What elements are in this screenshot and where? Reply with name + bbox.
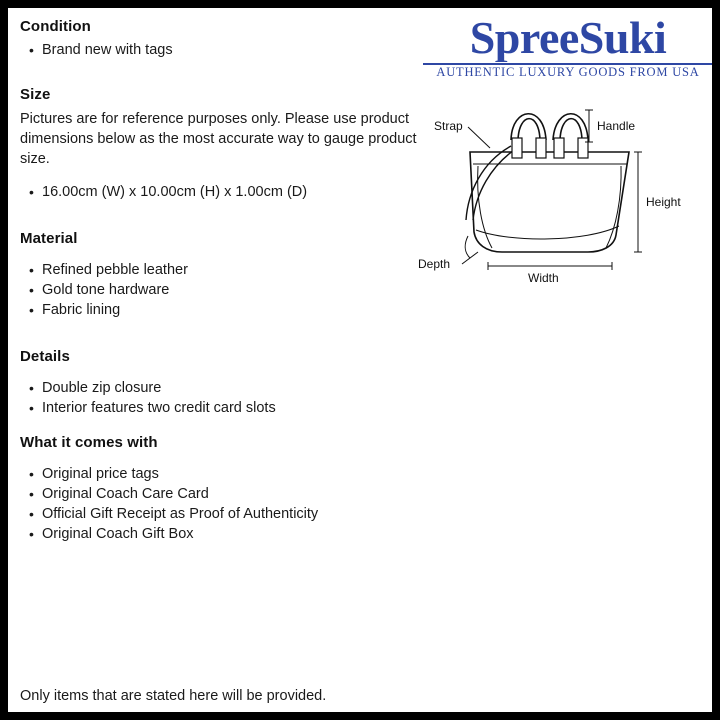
section-paragraph: Pictures are for reference purposes only. Please use product dimensions below as the most accurate way to gauge product size. bbox=[20, 111, 417, 167]
section-size bbox=[20, 86, 440, 202]
list-item: • Original Coach Gift Box bbox=[42, 525, 440, 544]
list-item: • 16.00cm (W) x 10.00cm (H) x 1.00cm (D) bbox=[42, 183, 440, 202]
bullet-list bbox=[20, 41, 440, 60]
list-item: • Fabric lining bbox=[42, 301, 440, 320]
brand-name: SpreeSuki bbox=[469, 14, 667, 62]
diagram-label-handle: Handle bbox=[597, 119, 636, 133]
list-item: • Original Coach Care Card bbox=[42, 485, 440, 504]
brand-tagline: AUTHENTIC LUXURY GOODS FROM USA bbox=[436, 65, 700, 79]
brand-logo bbox=[423, 14, 712, 80]
list-item: • Original price tags bbox=[42, 465, 440, 484]
bullet-list bbox=[20, 379, 440, 418]
product-description bbox=[20, 18, 440, 558]
list-item: • Official Gift Receipt as Proof of Authenticity bbox=[42, 505, 440, 524]
list-item: • Gold tone hardware bbox=[42, 281, 440, 300]
bullet-list bbox=[20, 183, 440, 202]
handbag-measurement-diagram bbox=[416, 80, 706, 290]
diagram-label-depth: Depth bbox=[418, 257, 451, 271]
diagram-label-width: Width bbox=[528, 271, 559, 285]
list-item: • Interior features two credit card slots bbox=[42, 399, 440, 418]
section-what-it-comes-with bbox=[20, 434, 440, 544]
diagram-label-height: Height bbox=[646, 195, 681, 209]
section-heading: What it comes with bbox=[20, 434, 158, 451]
section-heading: Details bbox=[20, 348, 70, 365]
document-page bbox=[8, 8, 712, 712]
section-condition bbox=[20, 18, 440, 60]
handbag-diagram-svg bbox=[416, 80, 706, 290]
bullet-list bbox=[20, 261, 440, 320]
list-item: • Refined pebble leather bbox=[42, 261, 440, 280]
section-heading: Size bbox=[20, 86, 51, 103]
section-heading: Material bbox=[20, 230, 78, 247]
bullet-list bbox=[20, 465, 440, 544]
section-material bbox=[20, 230, 440, 320]
section-heading: Condition bbox=[20, 18, 91, 35]
list-item: • Brand new with tags bbox=[42, 41, 440, 60]
list-item: • Double zip closure bbox=[42, 379, 440, 398]
diagram-label-strap: Strap bbox=[434, 119, 463, 133]
section-details bbox=[20, 348, 440, 418]
footer-note: Only items that are stated here will be provided. bbox=[20, 688, 327, 704]
